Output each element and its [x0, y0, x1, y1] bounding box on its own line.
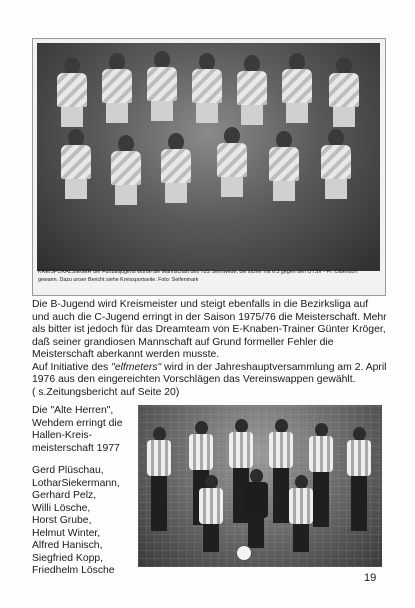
- paragraph: [32, 362, 388, 387]
- side-intro: [32, 405, 132, 455]
- player-figure: [215, 127, 249, 197]
- player-name: Willi Lösche,: [32, 502, 91, 514]
- player-figure: [267, 131, 301, 201]
- player-figure: [235, 55, 269, 125]
- page-number: 19: [364, 572, 377, 584]
- player-figure: [59, 129, 93, 199]
- paragraph-reference: ( s.Zeitungsbericht auf Seite 20): [32, 386, 180, 398]
- paragraph-text: Auf Initiative des: [32, 361, 112, 373]
- player-figure: [346, 427, 372, 537]
- player-figure: [145, 51, 179, 121]
- player-figure: [146, 427, 172, 537]
- player-names-list: [32, 465, 142, 578]
- player-figure: [109, 135, 143, 205]
- team-photo-image: [37, 43, 380, 271]
- player-figure: [327, 57, 361, 127]
- player-figure: [280, 53, 314, 123]
- football: [236, 545, 252, 561]
- body-text: [32, 299, 388, 399]
- player-name: Siegfried Kopp,: [32, 552, 104, 564]
- player-name: Gerd Plüschau,: [32, 465, 104, 476]
- player-name: Friedhelm Lösche: [32, 565, 115, 576]
- team-photo-youth: [32, 38, 386, 296]
- player-name: Horst Grube,: [32, 515, 92, 526]
- goalkeeper-figure: [243, 469, 269, 549]
- newsletter-name: "elfmeters": [111, 361, 162, 373]
- player-name: Gerhard Pelz,: [32, 490, 97, 501]
- player-figure: [159, 133, 193, 203]
- player-figure: [100, 53, 134, 123]
- player-figure-kneeling: [198, 475, 224, 555]
- paragraph-text: wird in der Jahreshauptversammlung am 2. April 1976 aus den eingereichten Vorschlägen das Vereinswappen gewählt.: [32, 361, 387, 385]
- photo-caption: KREISPOKALSIEGER der Fußballjugend wurde die Mannschaft des TuS Stemwede, die sicher mit 6:3 gegen den OTSV - Pr. Oldendorf gewann. Dazu unser Bericht siehe Kreissportseite. Foto: Seifenmark: [38, 269, 358, 283]
- player-figure: [319, 129, 353, 199]
- side-intro-text: Die "Alte Herren", Wehdem erringt die Hallen-Kreis-meisterschaft 1977: [32, 405, 123, 454]
- team-photo-alte-herren: [138, 405, 382, 567]
- player-name: Helmut Winter,: [32, 527, 101, 539]
- paragraph: Die B-Jugend wird Kreismeister und steigt ebenfalls in die Bezirksliga auf und auch die C-Jugend erringt in der Saison 1975/76 die Meisterschaft. Mehr als bitter ist jedoch für das Dreamteam von E-Knaben-Trainer Günter Kröger, daß seiner grandiosen Mannschaft auf Grund formeller Fehler die Meisterschaft aberkannt werden musste.: [32, 299, 387, 360]
- player-name: LotharSiekermann,: [32, 477, 120, 489]
- player-figure: [55, 57, 89, 127]
- player-name: Alfred Hanisch,: [32, 540, 103, 551]
- player-figure: [190, 53, 224, 123]
- player-figure-kneeling: [288, 475, 314, 555]
